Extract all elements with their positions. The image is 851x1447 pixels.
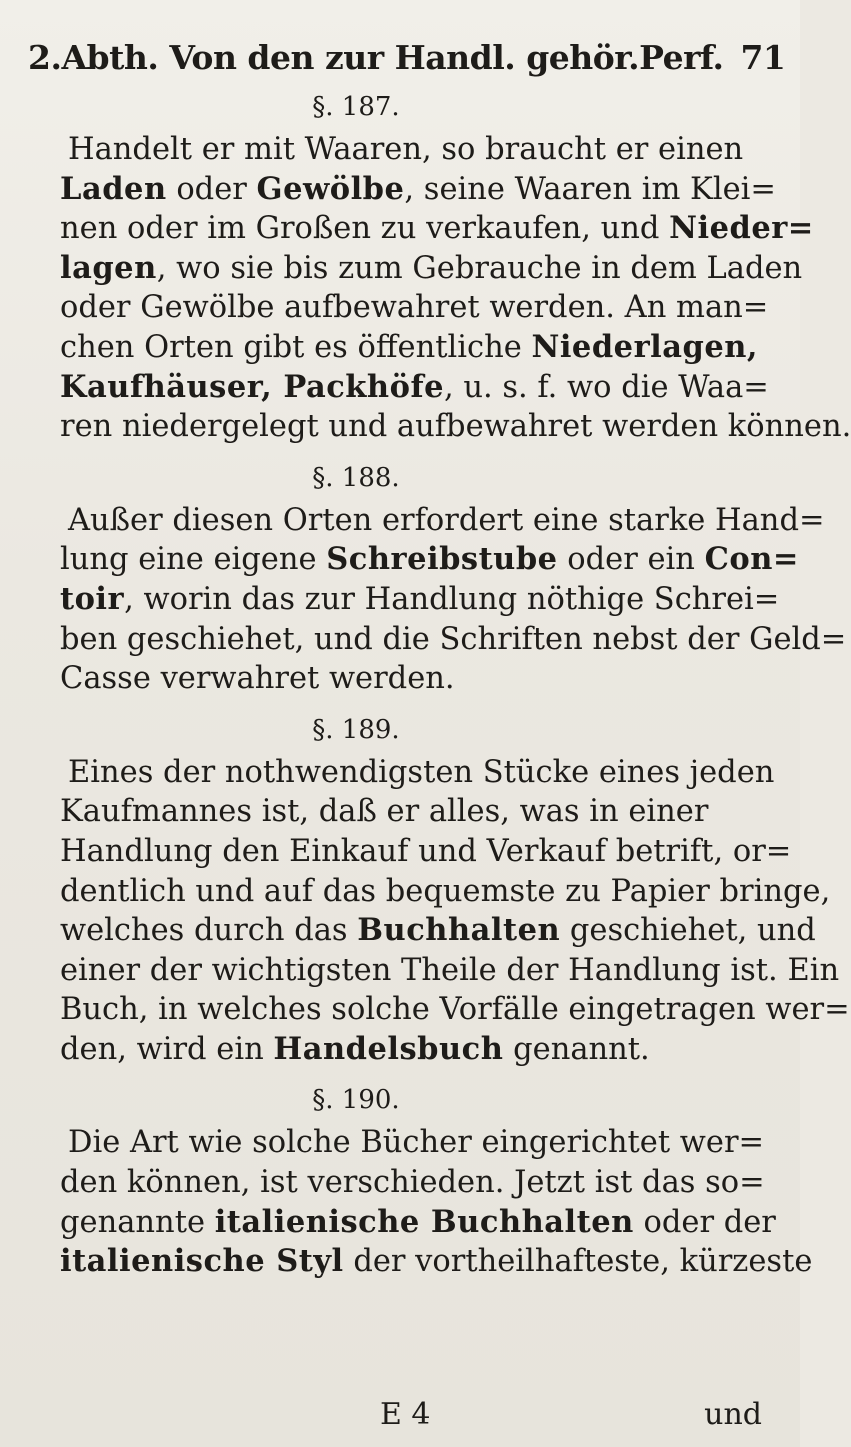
text-run: lung eine eigene <box>60 542 327 578</box>
text-line <box>60 1242 813 1282</box>
text-line <box>60 501 825 541</box>
text-run: , worin das zur Handlung nöthige Schrei= <box>124 581 780 617</box>
text-run: chen Orten gibt es öffentliche <box>60 329 532 365</box>
emphasized-term: Kaufhäuser, Packhöfe <box>60 368 444 405</box>
text-run: den können, ist verschieden. Jetzt ist das so= <box>60 1165 765 1201</box>
text-run: Die Art wie solche Bücher eingerichtet wer= <box>68 1125 765 1161</box>
text-line <box>60 368 772 408</box>
text-line <box>60 951 840 991</box>
text-line <box>60 170 776 210</box>
text-line <box>60 792 772 832</box>
text-run: genannt. <box>503 1031 650 1067</box>
paragraph-number: §. 190. <box>312 1085 400 1116</box>
emphasized-term: Niederlagen, <box>531 328 759 365</box>
paragraph-section <box>60 461 847 699</box>
emphasized-term: Laden <box>60 170 167 207</box>
text-run: ren niedergelegt und aufbewahret werden können. <box>60 409 851 445</box>
text-line <box>60 620 847 660</box>
text-run: ben geschiehet, und die Schriften nebst der Geld= <box>60 621 847 657</box>
text-run: Eines der nothwendigsten Stücke eines jeden <box>68 754 775 790</box>
paragraph-number: §. 187. <box>312 92 400 122</box>
text-run: Kaufmannes ist, daß er alles, was in einer <box>60 794 709 830</box>
header-title: Von den zur Handl. gehör.Perf. <box>169 38 724 77</box>
emphasized-term: italienische Buchhalten <box>214 1203 634 1240</box>
emphasized-term: lagen <box>60 249 157 286</box>
text-line <box>60 249 803 289</box>
text-run: oder ein <box>557 542 705 578</box>
text-line <box>60 911 816 951</box>
page-number: 71 <box>740 38 786 77</box>
emphasized-term: Buchhalten <box>357 912 561 949</box>
paragraph-number: §. 189. <box>312 714 400 745</box>
paragraph-section <box>60 90 851 447</box>
running-header <box>28 38 788 77</box>
header-section: 2.Abth. <box>28 38 159 77</box>
text-run: Casse verwahret werden. <box>60 661 455 697</box>
emphasized-term: toir <box>60 580 125 617</box>
text-run: den, wird ein <box>60 1031 274 1067</box>
text-run: dentlich und auf das bequemste zu Papier bringe, <box>60 873 831 909</box>
emphasized-term: italienische Styl <box>60 1243 344 1280</box>
text-run: Buch, in welches solche Vorfälle eingetragen wer= <box>60 992 850 1028</box>
text-run: der vortheilhafteste, kürzeste <box>343 1244 813 1280</box>
text-run: oder der <box>633 1204 776 1240</box>
text-line <box>60 659 772 699</box>
text-line <box>60 872 831 912</box>
text-line <box>60 1030 772 1070</box>
text-line <box>60 753 775 793</box>
paragraph-number: §. 188. <box>312 462 400 493</box>
text-line <box>60 407 851 447</box>
emphasized-term: Handelsbuch <box>273 1030 504 1067</box>
text-line <box>60 209 814 249</box>
text-line <box>60 288 772 328</box>
text-run: Handelt er mit Waaren, so braucht er einen <box>68 132 744 167</box>
text-run: genannte <box>60 1204 215 1240</box>
text-line <box>60 1123 772 1163</box>
signature-mark: E 4 <box>380 1397 431 1432</box>
catchword: und <box>704 1397 762 1432</box>
text-line <box>60 328 772 368</box>
text-run: oder <box>166 171 257 207</box>
text-run: oder Gewölbe aufbewahret werden. An man= <box>60 290 769 326</box>
text-run: einer der wichtigsten Theile der Handlung ist. Ein <box>60 952 840 988</box>
text-line <box>60 1203 776 1243</box>
text-line <box>60 130 772 170</box>
text-run: , seine Waaren im Klei= <box>404 171 776 207</box>
emphasized-term: Nieder= <box>669 210 814 247</box>
body-text <box>60 90 851 1282</box>
text-run: , u. s. f. wo die Waa= <box>443 369 769 405</box>
emphasized-term: Schreibstube <box>326 541 558 578</box>
text-run: Außer diesen Orten erfordert eine starke Hand= <box>68 502 825 538</box>
text-run: welches durch das <box>60 913 358 949</box>
emphasized-term: Gewölbe <box>256 170 405 207</box>
text-line <box>60 1163 772 1203</box>
text-line <box>60 832 792 872</box>
text-line <box>60 990 850 1030</box>
text-run: geschiehet, und <box>560 913 816 949</box>
text-run: Handlung den Einkauf und Verkauf betrift, or= <box>60 833 792 869</box>
text-line <box>60 540 799 580</box>
paragraph-section <box>60 1083 813 1281</box>
paragraph-section <box>60 713 850 1070</box>
text-run: nen oder im Großen zu verkaufen, und <box>60 211 670 247</box>
text-line <box>60 580 780 620</box>
text-run: , wo sie bis zum Gebrauche in dem Laden <box>156 250 803 286</box>
emphasized-term: Con= <box>704 541 799 578</box>
